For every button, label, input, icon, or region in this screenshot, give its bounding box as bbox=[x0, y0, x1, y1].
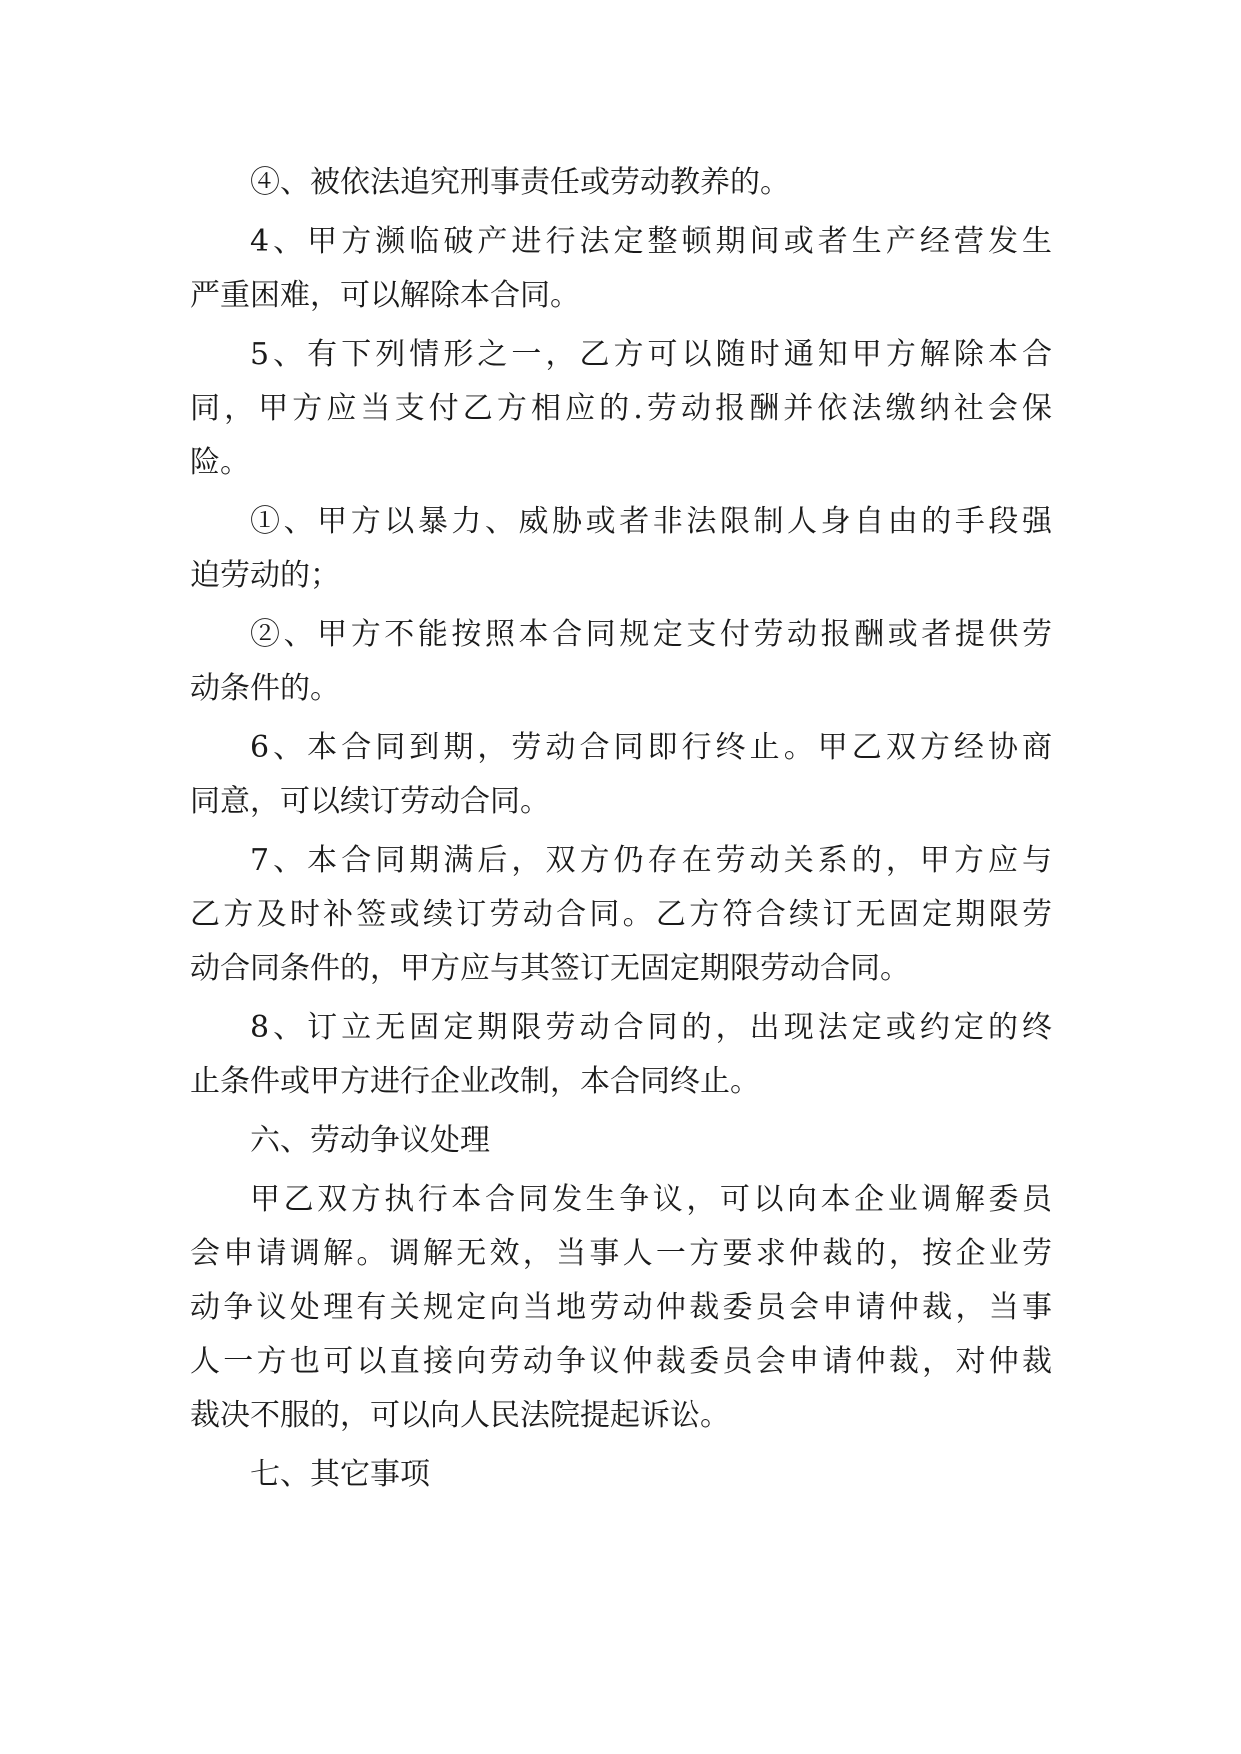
paragraph-line: 甲乙双方执行本合同发生争议，可以向本企业调解委员 bbox=[250, 1182, 1052, 1217]
paragraph-line: 5、有下列情形之一，乙方可以随时通知甲方解除本合 bbox=[250, 337, 1052, 372]
document-page bbox=[190, 155, 1052, 1555]
paragraph-line: 动合同条件的，甲方应与其签订无固定期限劳动合同。 bbox=[190, 951, 910, 986]
paragraph-line: 乙方及时补签或续订劳动合同。乙方符合续订无固定期限劳 bbox=[190, 897, 1052, 932]
paragraph-line: 动条件的。 bbox=[190, 671, 340, 706]
paragraph-line: 止条件或甲方进行企业改制，本合同终止。 bbox=[190, 1064, 760, 1099]
paragraph-line: 同意，可以续订劳动合同。 bbox=[190, 784, 550, 819]
paragraph-line: ②、甲方不能按照本合同规定支付劳动报酬或者提供劳 bbox=[250, 617, 1052, 652]
paragraph-line: 迫劳动的； bbox=[190, 558, 340, 593]
paragraph-line: 险。 bbox=[190, 445, 250, 480]
paragraph-line: 8、订立无固定期限劳动合同的，出现法定或约定的终 bbox=[250, 1010, 1052, 1045]
paragraph-line: 同，甲方应当支付乙方相应的.劳动报酬并依法缴纳社会保 bbox=[190, 391, 1052, 426]
paragraph-line: 6、本合同到期，劳动合同即行终止。甲乙双方经协商 bbox=[250, 730, 1052, 765]
paragraph-line: 4、甲方濒临破产进行法定整顿期间或者生产经营发生 bbox=[250, 224, 1052, 259]
paragraph-line: ①、甲方以暴力、威胁或者非法限制人身自由的手段强 bbox=[250, 504, 1052, 539]
section-heading: 七、其它事项 bbox=[250, 1457, 430, 1492]
section-heading: 六、劳动争议处理 bbox=[250, 1123, 490, 1158]
paragraph-line: 会申请调解。调解无效，当事人一方要求仲裁的，按企业劳 bbox=[190, 1236, 1052, 1271]
paragraph-line: 严重困难，可以解除本合同。 bbox=[190, 278, 580, 313]
paragraph-line: 人一方也可以直接向劳动争议仲裁委员会申请仲裁，对仲裁 bbox=[190, 1344, 1052, 1379]
paragraph-line: ④、被依法追究刑事责任或劳动教养的。 bbox=[250, 165, 790, 200]
paragraph-line: 裁决不服的，可以向人民法院提起诉讼。 bbox=[190, 1398, 730, 1433]
paragraph-line: 动争议处理有关规定向当地劳动仲裁委员会申请仲裁，当事 bbox=[190, 1290, 1052, 1325]
paragraph-line: 7、本合同期满后，双方仍存在劳动关系的，甲方应与 bbox=[250, 843, 1052, 878]
